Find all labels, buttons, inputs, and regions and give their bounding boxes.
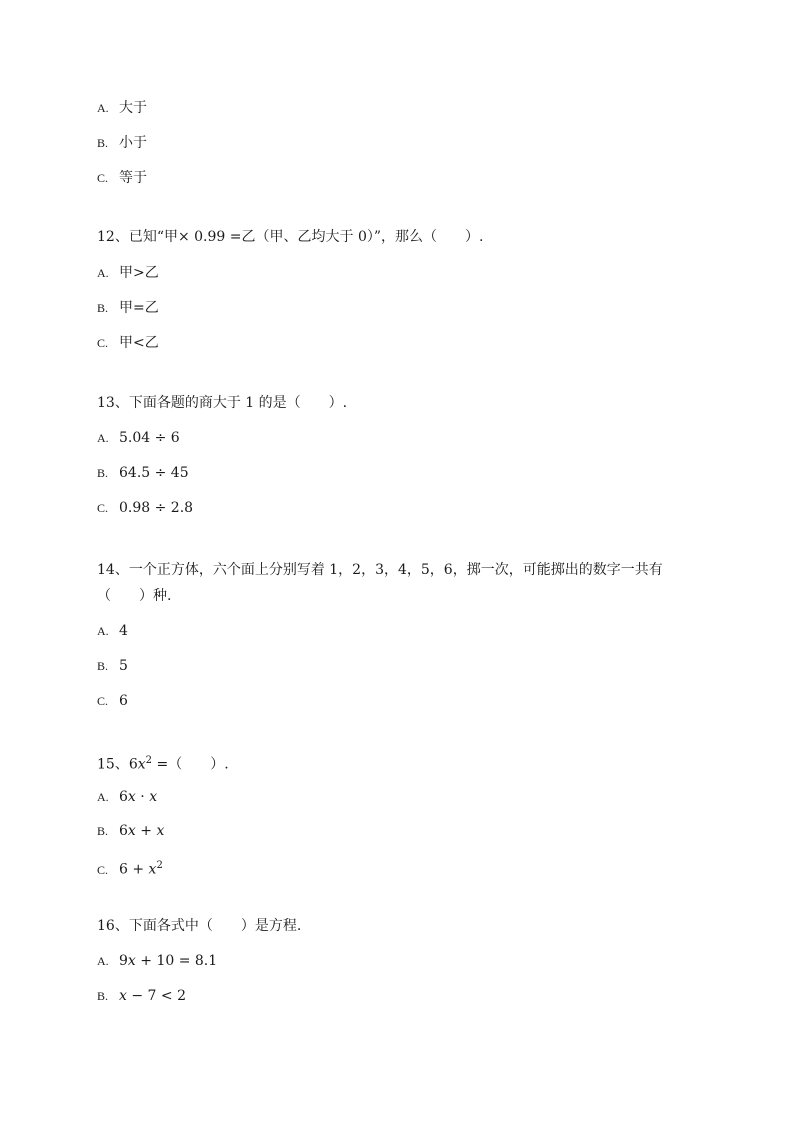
q13-stem: 13、下面各题的商大于 1 的是（ ）. (97, 395, 348, 411)
option-letter: B. (97, 136, 109, 150)
option-text: 4 (119, 623, 128, 639)
q13-option-a (97, 429, 180, 447)
option-text: 6 (119, 693, 128, 709)
option-sup: 2 (156, 860, 163, 871)
option-letter: B. (97, 989, 109, 1003)
q15-stem-var: x (137, 756, 146, 773)
option-text: 大于 (119, 100, 147, 116)
option-letter: A. (97, 954, 109, 968)
option-text: 甲=乙 (119, 300, 159, 316)
q14-option-c (97, 692, 128, 710)
option-text: 64.5 ÷ 45 (119, 465, 189, 481)
option-letter: A. (97, 790, 109, 804)
q13-option-c (97, 499, 193, 517)
option-text: 等于 (119, 170, 147, 186)
option-mid: + (135, 823, 157, 839)
option-text: 0.98 ÷ 2.8 (119, 500, 194, 516)
option-letter: B. (97, 466, 109, 480)
option-post: + 10 = 8.1 (135, 953, 218, 969)
option-letter: A. (97, 101, 109, 115)
option-letter: B. (97, 659, 109, 673)
option-letter: C. (97, 501, 109, 515)
q15-option-a (97, 788, 157, 806)
option-letter: C. (97, 171, 109, 185)
option-text: 小于 (119, 135, 147, 151)
q15-option-c (97, 857, 163, 879)
option-var2: x (156, 823, 165, 839)
option-pre: 6 (119, 789, 128, 805)
option-text: 5.04 ÷ 6 (119, 430, 180, 446)
q12-stem: 12、已知“甲× 0.99 =乙（甲、乙均大于 0）”，那么（ ）. (97, 229, 484, 245)
option-var: x (127, 789, 136, 805)
option-letter: C. (97, 694, 109, 708)
option-letter: B. (97, 824, 109, 838)
q12-option-c (97, 334, 159, 352)
q14-stem-line1: 14、一个正方体，六个面上分别写着 1，2，3，4，5，6，掷一次，可能掷出的数字一共有 (97, 562, 663, 578)
option-letter: A. (97, 266, 109, 280)
option-pre: 9 (119, 953, 128, 969)
q16-option-a (97, 952, 217, 970)
q15-option-b (97, 822, 164, 840)
option-letter: C. (97, 336, 109, 350)
option-letter: C. (97, 862, 109, 877)
option-letter: A. (97, 431, 109, 445)
q12-option-a (97, 264, 159, 282)
option-text: 5 (119, 658, 128, 674)
q16-option-b (97, 987, 186, 1005)
option-letter: A. (97, 624, 109, 638)
option-pre: 6 + (119, 861, 149, 878)
option-mid: · (135, 789, 150, 805)
option-var: x (127, 953, 136, 969)
q13-option-b (97, 464, 189, 482)
q11-option-b (97, 134, 147, 152)
q15-stem-sup: 2 (145, 755, 153, 766)
option-text: 甲<乙 (119, 335, 159, 351)
option-var: x (119, 988, 127, 1004)
option-var: x (127, 823, 136, 839)
q14-stem-line2: （ ）种. (97, 588, 172, 604)
q15-stem-prefix: 15、6 (97, 756, 138, 773)
q15-stem-suffix: =（ ）. (152, 756, 229, 773)
option-post: − 7 < 2 (126, 988, 186, 1004)
option-var2: x (149, 789, 158, 805)
option-letter: B. (97, 301, 109, 315)
option-var2: x (148, 861, 157, 878)
q12-option-b (97, 299, 159, 317)
q16-stem: 16、下面各式中（ ）是方程. (97, 918, 302, 934)
q14-option-b (97, 657, 128, 675)
q14-option-a (97, 622, 128, 640)
q11-option-c (97, 169, 147, 187)
q15-stem (97, 752, 229, 774)
option-text: 甲>乙 (119, 265, 159, 281)
q11-option-a (97, 99, 147, 117)
option-pre: 6 (119, 823, 128, 839)
